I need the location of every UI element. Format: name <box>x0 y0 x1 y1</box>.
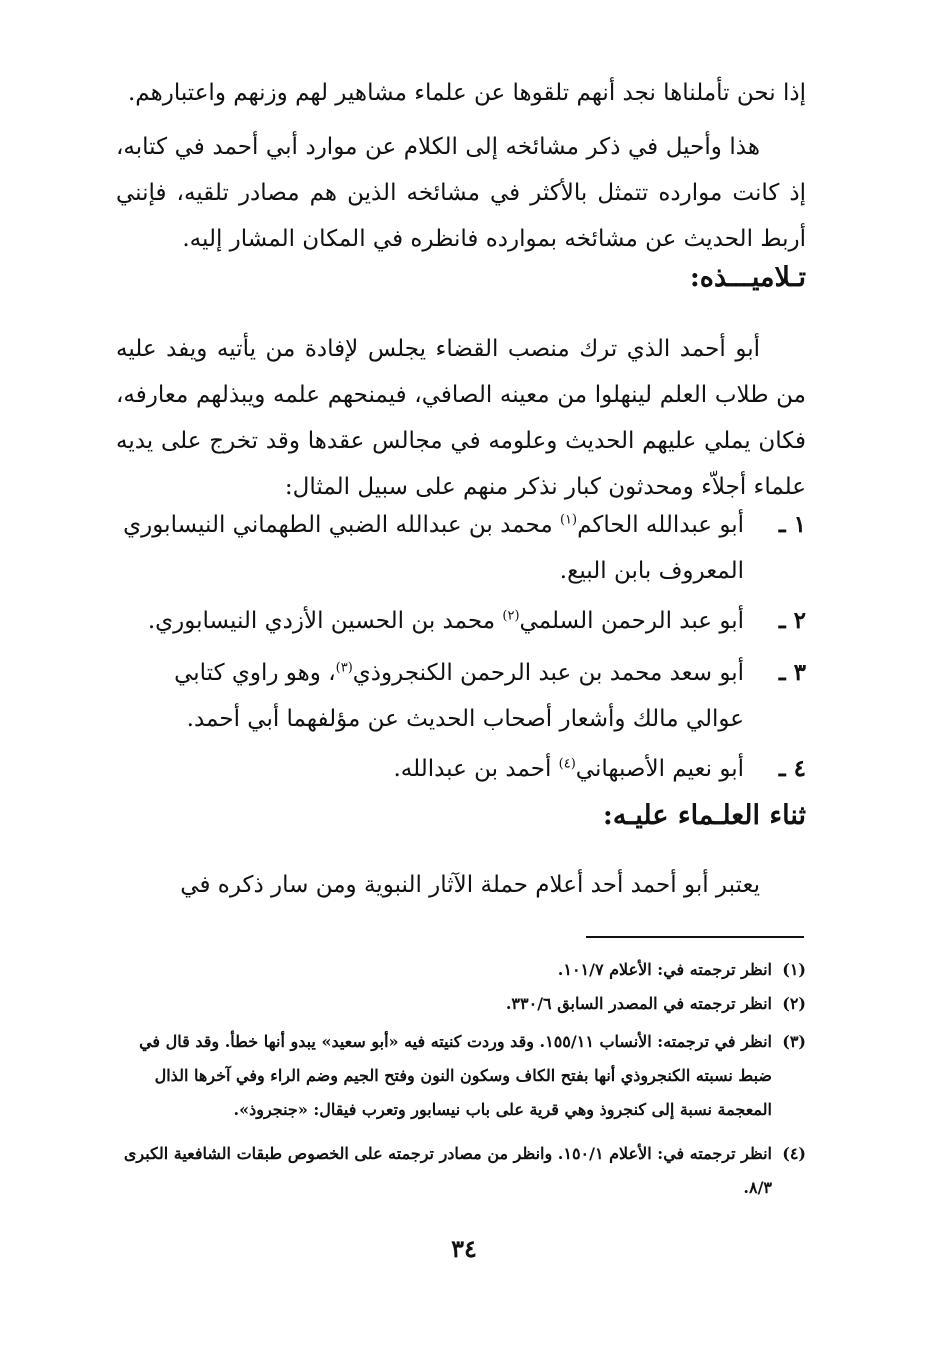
student-description: أحمد بن عبدالله. <box>393 756 559 782</box>
student-description: محمد بن عبدالله الضبي الطهماني النيسابوري المعروف بابن البيع. <box>123 512 744 584</box>
paragraph-sources: هذا وأحيل في ذكر مشائخه إلى الكلام عن موارد أبي أحمد في كتابه، إذ كانت موارده تتمثل بالأكثر في مشائخه الذين هم مصادر تلقيه، فإنني أربط الحديث عن مشائخه بموارده فانظره في المكان المشار إليه. <box>116 134 806 252</box>
footnote-1 <box>116 953 806 987</box>
student-description: محمد بن الحسين الأزدي النيسابوري. <box>147 608 503 634</box>
footnote-3 <box>116 1025 806 1127</box>
paragraph-praise: يعتبر أبو أحمد أحد أعلام حملة الآثار النبوية ومن سار ذكره في <box>180 872 760 898</box>
intro-line: إذا نحن تأملناها نجد أنهم تلقوها عن علماء مشاهير لهم وزنهم واعتبارهم. <box>127 80 806 106</box>
student-description: ، وهو راوي كتابي عوالي مالك وأشعار أصحاب الحديث عن مؤلفهما أبي أحمد. <box>174 660 744 732</box>
footnote-text: انظر في ترجمته: الأنساب ١٥٥/١١. وقد وردت كنيته فيه «أبو سعيد» يبدو أنها خطأ. وقد قال في ضبط نسبته الكنجروذي أنها بفتح الكاف وسكون النون وفتح الجيم وضم الراء وفي آخرها الذال المعجمة نسبة إلى كنجروذ وهي قرية على باب نيسابور وتعرب فيقال: «جنجروذ». <box>139 1032 772 1119</box>
student-text <box>116 650 744 742</box>
heading-students: تـلاميـــذه: <box>689 262 806 293</box>
student-text <box>116 746 744 792</box>
student-text <box>116 502 744 594</box>
footnote-text: انظر ترجمته في: الأعلام ١٠١/٧. <box>557 960 772 979</box>
student-item-2 <box>116 598 806 644</box>
footnote-number: (١) <box>782 960 806 979</box>
student-number: ٣ ـ <box>778 659 806 686</box>
footnote-divider <box>586 936 804 938</box>
footnote-text: انظر ترجمته في: الأعلام ١٥٠/١. وانظر من مصادر ترجمته على الخصوص طبقات الشافعية الكبرى ٨/٣. <box>123 1144 772 1197</box>
heading-praise: ثناء العلـماء عليـه: <box>602 800 806 831</box>
student-number: ١ ـ <box>778 511 806 538</box>
student-number: ٢ ـ <box>778 607 806 634</box>
footnote-number: (٤) <box>782 1144 806 1163</box>
student-item-3 <box>116 650 806 742</box>
student-name: أبو نعيم الأصبهاني <box>575 756 744 782</box>
footnote-4 <box>116 1137 806 1205</box>
student-text <box>116 598 744 644</box>
footnote-2 <box>116 987 806 1021</box>
footnote-number: (٣) <box>782 1032 806 1051</box>
student-item-4 <box>116 746 806 792</box>
student-name: أبو سعد محمد بن عبد الرحمن الكنجروذي <box>352 660 744 686</box>
student-number: ٤ ـ <box>778 755 806 782</box>
student-item-1 <box>116 502 806 594</box>
paragraph-students: أبو أحمد الذي ترك منصب القضاء يجلس لإفادة من يأتيه ويفد عليه من طلاب العلم لينهلوا من معينه الصافي، فيمنحهم علمه ويبذلهم معارفه، فكان يملي عليهم الحديث وعلومه في مجالس عقدها وقد تخرج على يديه علماء أجلاّء ومحدثون كبار نذكر منهم على سبيل المثال: <box>116 336 806 500</box>
student-name: أبو عبدالله الحاكم <box>577 512 744 538</box>
page-number: ٣٤ <box>451 1234 477 1263</box>
footnote-ref: (٤) <box>558 756 576 772</box>
footnote-text: انظر ترجمته في المصدر السابق ٣٣٠/٦. <box>505 994 772 1013</box>
footnote-ref: (٢) <box>502 608 520 624</box>
student-name: أبو عبد الرحمن السلمي <box>519 608 744 634</box>
footnote-number: (٢) <box>782 994 806 1013</box>
footnote-ref: (٣) <box>335 660 353 676</box>
footnote-ref: (١) <box>559 512 578 528</box>
